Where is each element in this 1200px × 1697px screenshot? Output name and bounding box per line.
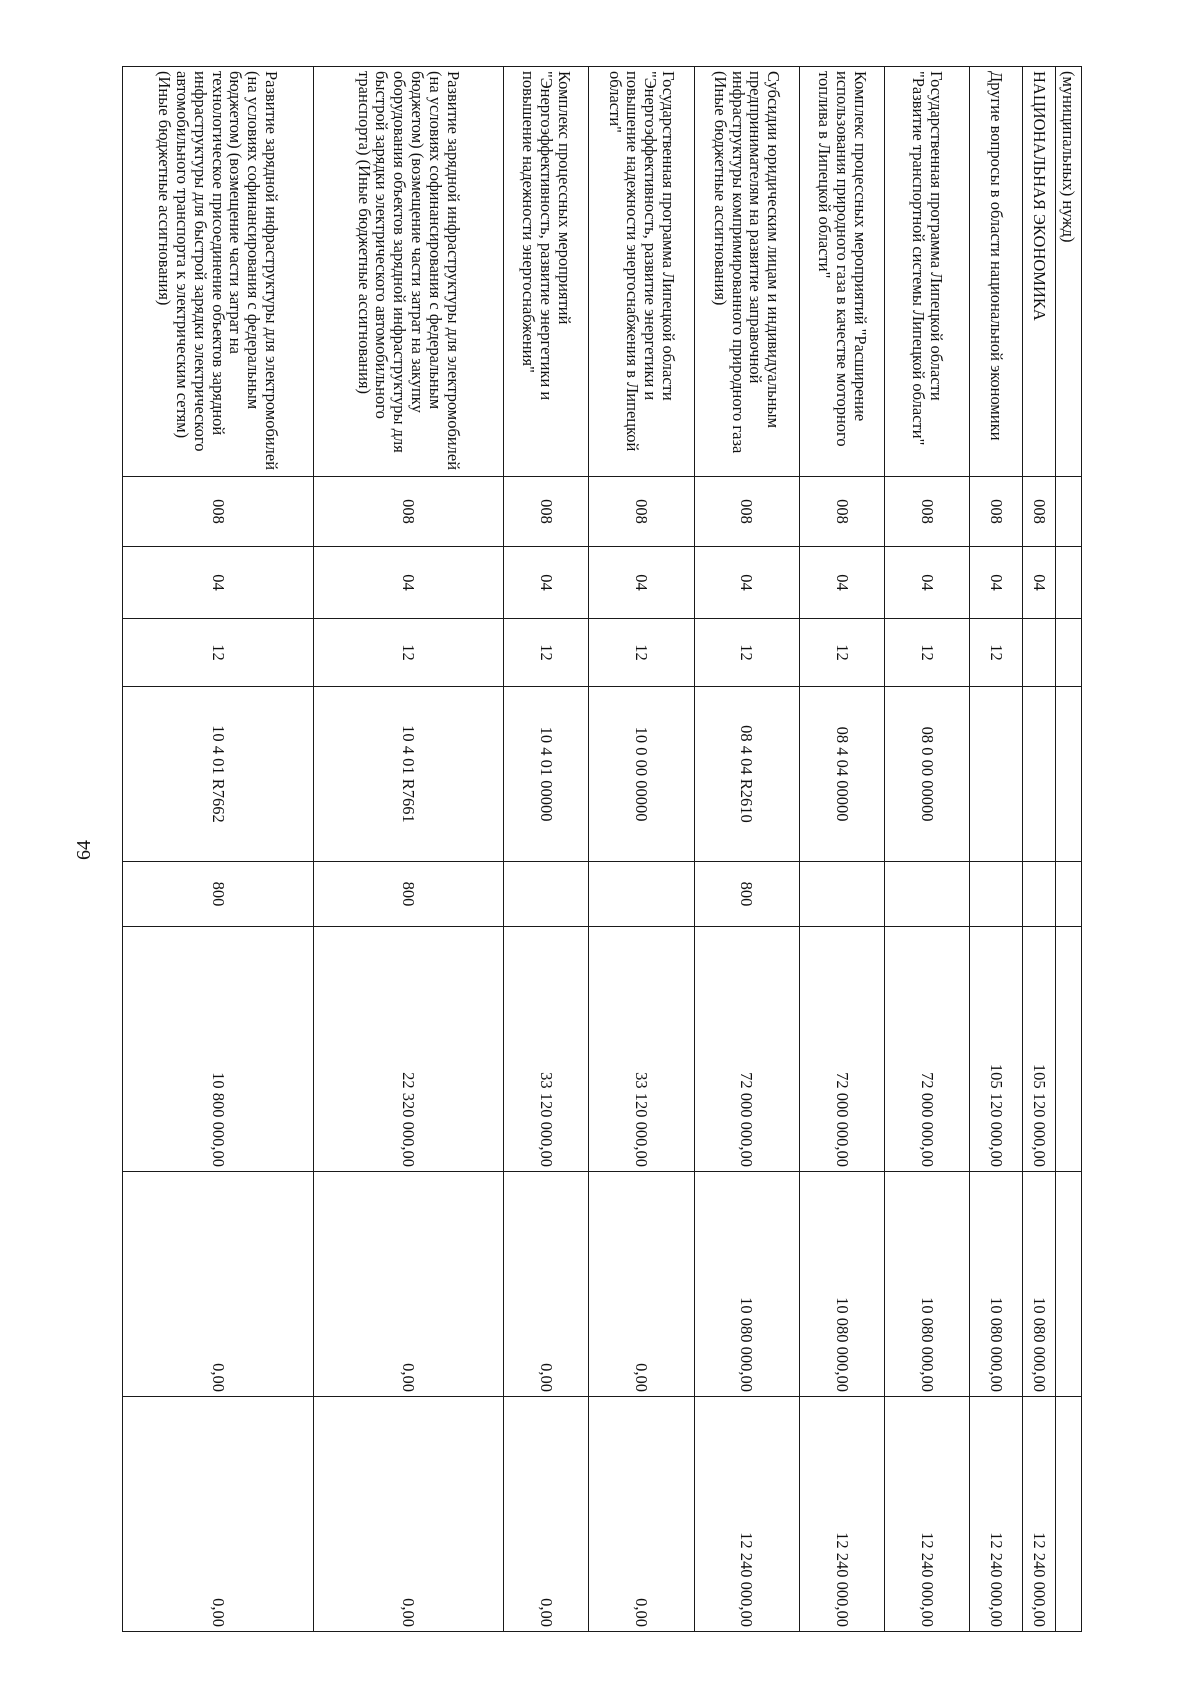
subsection-code-cell [1055, 619, 1081, 687]
table-row [694, 67, 799, 1632]
table-row [1022, 67, 1055, 1632]
subsection-code-cell: 12 [799, 619, 884, 687]
row-name-cell: Государственная программа Липецкой области "Развитие транспортной системы Липецкой области" [884, 67, 969, 477]
row-name-cell: Государственная программа Липецкой области "Энергоэффективность, развитие энергетики и повышение надежности энергоснабжения в Липецкой области" [589, 67, 694, 477]
amount-year2-cell: 10 080 000,00 [970, 1172, 1023, 1397]
table-row [589, 67, 694, 1632]
row-name-cell: Развитие зарядной инфраструктуры для электромобилей (на условиях софинансирования с федеральным бюджетом) (возмещение части затрат на закупку оборудования объектов зарядной инфраструктуры для быстрой зарядки электрического автомобильного транспорта) (Иные бюджетные ассигнования) [313, 67, 503, 477]
admin-code-cell: 008 [589, 477, 694, 547]
table-row [799, 67, 884, 1632]
section-code-cell: 04 [123, 547, 314, 619]
section-code-cell: 04 [1022, 547, 1055, 619]
amount-year2-cell: 0,00 [313, 1172, 503, 1397]
budget-table [122, 66, 1082, 1632]
target-article-cell: 10 0 00 00000 [589, 687, 694, 862]
table-row [970, 67, 1023, 1632]
row-name-cell: Комплекс процессных мероприятий "Расширение использования природного газа в качестве моторного топлива в Липецкой области" [799, 67, 884, 477]
target-article-cell: 10 4 01 R7661 [313, 687, 503, 862]
expense-type-cell [589, 862, 694, 927]
amount-year3-cell: 0,00 [589, 1397, 694, 1632]
admin-code-cell: 008 [313, 477, 503, 547]
admin-code-cell: 008 [694, 477, 799, 547]
section-code-cell: 04 [970, 547, 1023, 619]
expense-type-cell [1022, 862, 1055, 927]
row-name-cell: Субсидии юридическим лицам и индивидуальным предпринимателям на развитие заправочной инфраструктуры компримированного природного газа (Иные бюджетные ассигнования) [694, 67, 799, 477]
amount-year2-cell: 10 080 000,00 [884, 1172, 969, 1397]
amount-year1-cell: 105 120 000,00 [1022, 927, 1055, 1172]
target-article-cell: 08 4 04 00000 [799, 687, 884, 862]
target-article-cell: 10 4 01 R7662 [123, 687, 314, 862]
amount-year1-cell: 33 120 000,00 [589, 927, 694, 1172]
amount-year2-cell: 10 080 000,00 [1022, 1172, 1055, 1397]
admin-code-cell: 008 [970, 477, 1023, 547]
section-code-cell: 04 [884, 547, 969, 619]
amount-year1-cell: 72 000 000,00 [799, 927, 884, 1172]
row-name-cell: Комплекс процессных мероприятий "Энергоэффективность, развитие энергетики и повышение надежности энергоснабжения" [504, 67, 589, 477]
expense-type-cell [504, 862, 589, 927]
target-article-cell [1022, 687, 1055, 862]
page-number: 64 [73, 840, 95, 860]
amount-year3-cell: 0,00 [123, 1397, 314, 1632]
admin-code-cell: 008 [799, 477, 884, 547]
row-name-cell: Развитие зарядной инфраструктуры для электромобилей (на условиях софинансирования с федеральным бюджетом) (возмещение части затрат на технологическое присоединение объектов зарядной инфраструктуры для быстрой зарядки электрического автомобильного транспорта к электрическим сетям) (Иные бюджетные ассигнования) [123, 67, 314, 477]
section-code-cell: 04 [504, 547, 589, 619]
amount-year3-cell: 12 240 000,00 [799, 1397, 884, 1632]
amount-year1-cell: 22 320 000,00 [313, 927, 503, 1172]
amount-year3-cell: 12 240 000,00 [694, 1397, 799, 1632]
table-row [504, 67, 589, 1632]
section-code-cell: 04 [694, 547, 799, 619]
amount-year1-cell: 105 120 000,00 [970, 927, 1023, 1172]
amount-year3-cell: 12 240 000,00 [1022, 1397, 1055, 1632]
table-row [123, 67, 314, 1632]
amount-year1-cell [1055, 927, 1081, 1172]
row-name-cell: Другие вопросы в области национальной экономики [970, 67, 1023, 477]
target-article-cell: 08 4 04 R2610 [694, 687, 799, 862]
admin-code-cell: 008 [504, 477, 589, 547]
table-row [1055, 67, 1081, 1632]
target-article-cell: 08 0 00 00000 [884, 687, 969, 862]
row-name-cell: (муниципальных) нужд) [1055, 67, 1081, 477]
subsection-code-cell: 12 [884, 619, 969, 687]
section-code-cell: 04 [313, 547, 503, 619]
subsection-code-cell: 12 [589, 619, 694, 687]
expense-type-cell: 800 [313, 862, 503, 927]
amount-year1-cell: 72 000 000,00 [884, 927, 969, 1172]
amount-year1-cell: 10 800 000,00 [123, 927, 314, 1172]
admin-code-cell: 008 [884, 477, 969, 547]
subsection-code-cell: 12 [694, 619, 799, 687]
amount-year2-cell: 0,00 [123, 1172, 314, 1397]
expense-type-cell: 800 [123, 862, 314, 927]
table-row [884, 67, 969, 1632]
amount-year3-cell: 12 240 000,00 [970, 1397, 1023, 1632]
subsection-code-cell: 12 [123, 619, 314, 687]
target-article-cell [1055, 687, 1081, 862]
amount-year2-cell: 10 080 000,00 [799, 1172, 884, 1397]
amount-year1-cell: 72 000 000,00 [694, 927, 799, 1172]
amount-year2-cell: 10 080 000,00 [694, 1172, 799, 1397]
subsection-code-cell: 12 [313, 619, 503, 687]
subsection-code-cell: 12 [504, 619, 589, 687]
amount-year2-cell [1055, 1172, 1081, 1397]
table-row [313, 67, 503, 1632]
amount-year2-cell: 0,00 [504, 1172, 589, 1397]
section-code-cell: 04 [589, 547, 694, 619]
amount-year3-cell: 0,00 [313, 1397, 503, 1632]
expense-type-cell [1055, 862, 1081, 927]
amount-year3-cell [1055, 1397, 1081, 1632]
section-code-cell: 04 [799, 547, 884, 619]
amount-year3-cell: 12 240 000,00 [884, 1397, 969, 1632]
admin-code-cell: 008 [123, 477, 314, 547]
expense-type-cell [970, 862, 1023, 927]
admin-code-cell [1055, 477, 1081, 547]
target-article-cell: 10 4 01 00000 [504, 687, 589, 862]
expense-type-cell [799, 862, 884, 927]
row-name-cell: НАЦИОНАЛЬНАЯ ЭКОНОМИКА [1022, 67, 1055, 477]
amount-year3-cell: 0,00 [504, 1397, 589, 1632]
expense-type-cell [884, 862, 969, 927]
expense-type-cell: 800 [694, 862, 799, 927]
section-code-cell [1055, 547, 1081, 619]
admin-code-cell: 008 [1022, 477, 1055, 547]
target-article-cell [970, 687, 1023, 862]
subsection-code-cell [1022, 619, 1055, 687]
amount-year1-cell: 33 120 000,00 [504, 927, 589, 1172]
budget-table-container [122, 66, 1082, 1631]
subsection-code-cell: 12 [970, 619, 1023, 687]
table-body [123, 67, 1082, 1632]
amount-year2-cell: 0,00 [589, 1172, 694, 1397]
